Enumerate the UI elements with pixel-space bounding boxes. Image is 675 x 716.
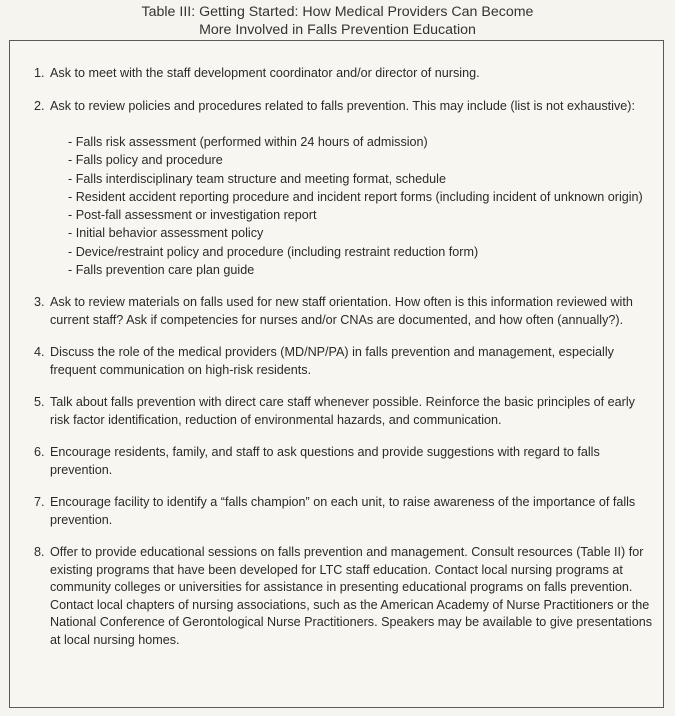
step-number: 5. xyxy=(34,395,45,410)
table-frame xyxy=(9,40,664,708)
step-item-1 xyxy=(34,65,654,83)
step-text: Offer to provide educational sessions on falls prevention and management. Consult resources (Table II) for existing programs that have been developed for LTC staff education. Contact local nursing programs at community colleges or universities for assistance in presenting educational programs on falls prevention. Contact local chapters of nursing associations, such as the American Academy of Nurse Practitioners or the National Conference of Gerontological Nurse Practitioners. Speakers may be available to give presentations at local nursing homes. xyxy=(50,545,653,647)
step-item-2 xyxy=(34,98,654,280)
step-number: 3. xyxy=(34,295,45,310)
step-text: Talk about falls prevention with direct care staff whenever possible. Reinforce the basic principles of early risk factor identification, reduction of environmental hazards, and communication. xyxy=(50,395,635,427)
step-text: Ask to review policies and procedures related to falls prevention. This may include (list is not exhaustive): xyxy=(50,98,635,113)
table-title xyxy=(0,3,675,39)
policy-list-item: - Falls prevention care plan guide xyxy=(68,261,654,279)
step-text: Encourage residents, family, and staff to ask questions and provide suggestions with regard to falls prevention. xyxy=(50,445,600,477)
step-item-4 xyxy=(34,344,654,379)
step-number: 7. xyxy=(34,495,45,510)
step-item-5 xyxy=(34,394,654,429)
step-item-8 xyxy=(34,544,654,649)
policy-list-item: - Initial behavior assessment policy xyxy=(68,224,654,242)
step-number: 2. xyxy=(34,98,45,113)
step-number: 8. xyxy=(34,545,45,560)
step-text: Discuss the role of the medical providers (MD/NP/PA) in falls prevention and management, especially frequent communication on high-risk residents. xyxy=(50,345,614,377)
step-item-3 xyxy=(34,294,654,329)
step-number: 4. xyxy=(34,345,45,360)
policy-list-item: - Falls interdisciplinary team structure and meeting format, schedule xyxy=(68,170,654,188)
step-text: Ask to review materials on falls used for new staff orientation. How often is this information reviewed with current staff? Ask if competencies for nurses and/or CNAs are documented, and how often (annually?). xyxy=(50,295,633,327)
policy-list-item: - Post-fall assessment or investigation report xyxy=(68,206,654,224)
table-title-line-2: More Involved in Falls Prevention Education xyxy=(199,22,476,38)
policy-list-item: - Device/restraint policy and procedure (including restraint reduction form) xyxy=(68,243,654,261)
table-title-line-1: Table III: Getting Started: How Medical Providers Can Become xyxy=(141,4,534,20)
step-item-6 xyxy=(34,444,654,479)
step-text: Ask to meet with the staff development coordinator and/or director of nursing. xyxy=(50,66,480,80)
policy-list-item: - Falls risk assessment (performed within 24 hours of admission) xyxy=(68,133,654,151)
policy-list-item: - Resident accident reporting procedure and incident report forms (including incident of unknown origin) xyxy=(68,188,654,206)
policy-list xyxy=(68,133,654,279)
policy-list-item: - Falls policy and procedure xyxy=(68,151,654,169)
step-number: 1. xyxy=(34,66,45,80)
steps-list xyxy=(34,65,654,664)
step-number: 6. xyxy=(34,445,45,460)
step-item-7 xyxy=(34,494,654,529)
step-text: Encourage facility to identify a “falls champion” on each unit, to raise awareness of the importance of falls prevention. xyxy=(50,495,636,527)
